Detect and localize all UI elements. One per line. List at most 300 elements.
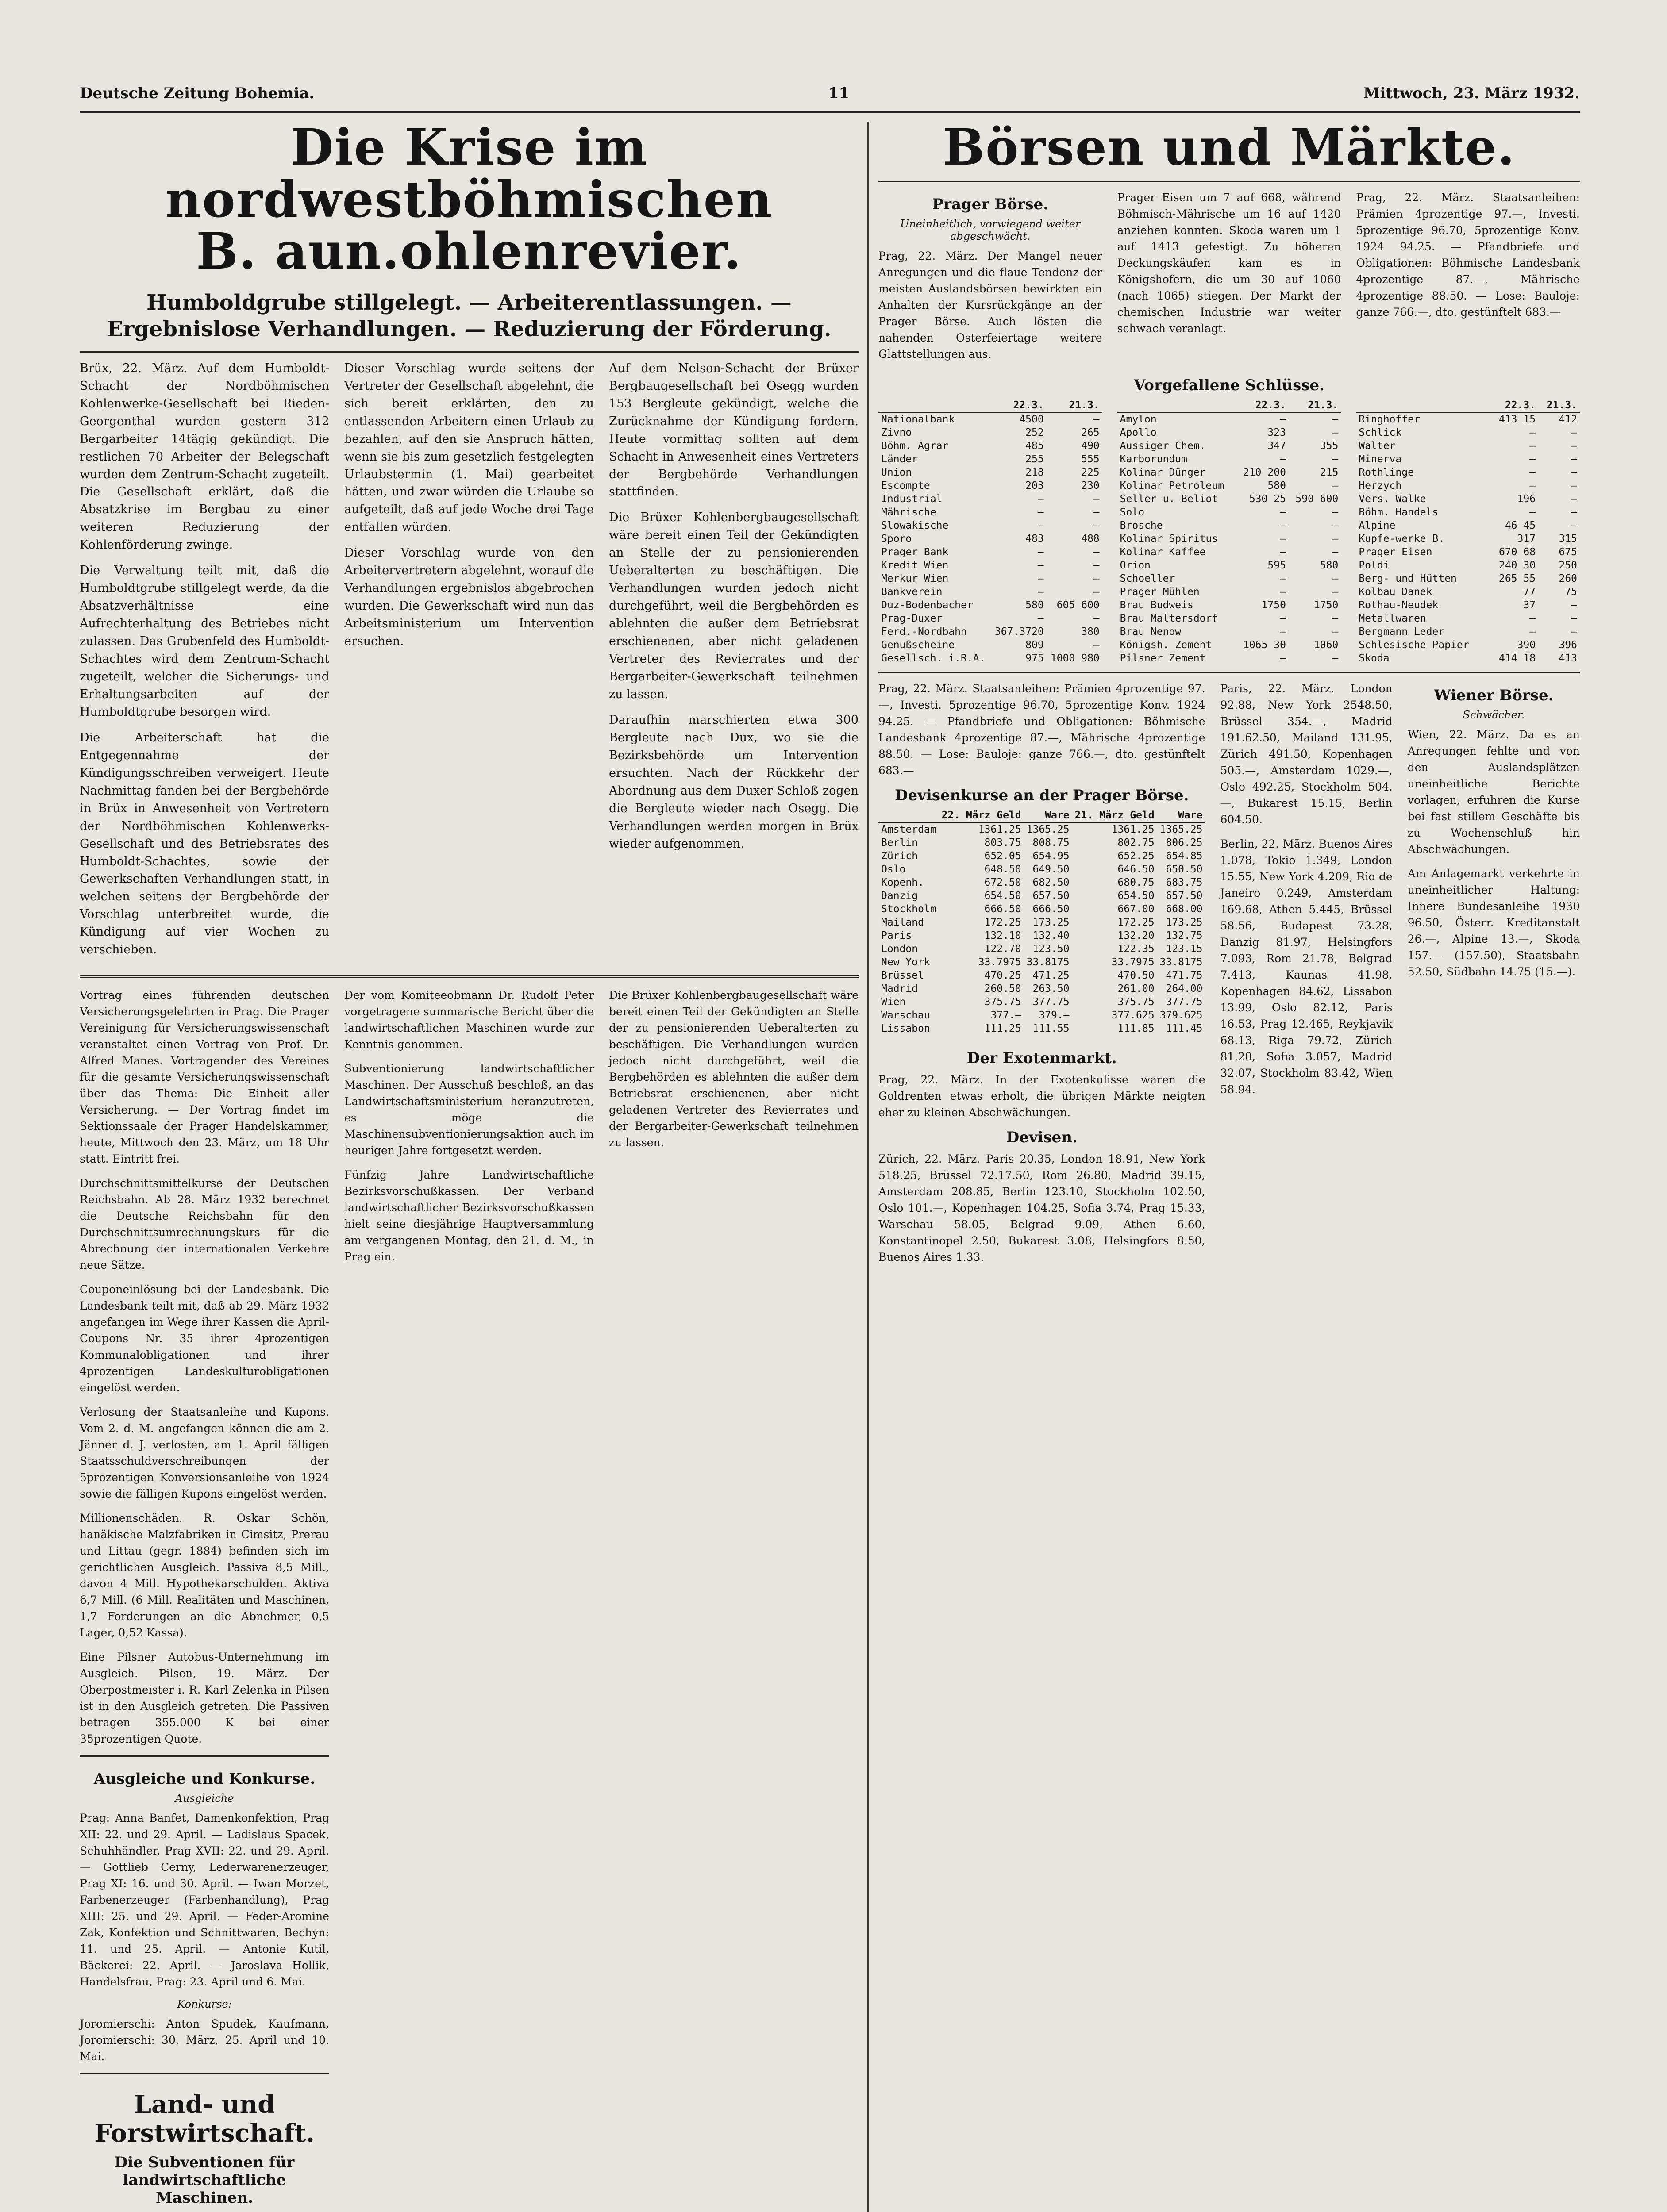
stock-price: — — [1529, 480, 1536, 492]
main-subhead: Humboldgrube stillgelegt. — Arbeiterentlassungen. — Ergebnislose Verhandlungen. — Reduzierung der Förderung. — [107, 290, 832, 342]
rate-value: 377.— — [990, 1009, 1021, 1021]
divider — [878, 672, 1580, 673]
stock-table-heading: Vorgefallene Schlüsse. — [1134, 376, 1324, 394]
agriculture-paragraph: Fünfzig Jahre Landwirtschaftliche Bezirksvorschußkassen. Der Verband landwirtschaftlicher Bezirksvorschußkassen hielt seine diesjährige Hauptversammlung am vergangenen Montag, den 21. d. M., in Prag ein. — [344, 1168, 594, 1263]
stock-price: 580 — [1320, 559, 1339, 571]
stock-price: — — [1529, 466, 1536, 478]
rate-value: 646.50 — [1117, 863, 1155, 875]
stock-name: Brau Nenow — [1120, 626, 1182, 637]
stock-name: Berg- und Hütten — [1359, 572, 1457, 584]
rate-value: 657.50 — [1166, 890, 1203, 902]
rate-value: 683.75 — [1166, 876, 1203, 888]
currency-place: New York — [881, 956, 930, 968]
rate-value: 260.50 — [984, 983, 1021, 995]
stock-name: Metallwaren — [1359, 612, 1426, 624]
rate-value: 261.00 — [1117, 983, 1155, 995]
stock-name: Sporo — [881, 533, 912, 545]
stock-price: 230 — [1081, 480, 1100, 492]
rate-value: 650.50 — [1166, 863, 1203, 875]
rate-value: 470.25 — [984, 969, 1021, 981]
rate-value: 667.00 — [1117, 903, 1155, 915]
currency-place: Berlin — [881, 837, 918, 849]
stock-price: 75 — [1565, 586, 1577, 598]
stock-name: Mährische — [881, 506, 936, 518]
paper-name: Deutsche Zeitung Bohemia. — [80, 84, 315, 102]
rate-value: 649.50 — [1032, 863, 1070, 875]
stock-row — [1356, 506, 1580, 519]
stock-row — [1356, 625, 1580, 638]
devisen-row — [878, 902, 1205, 916]
right-section — [878, 119, 1580, 1273]
rate-value: 654.50 — [984, 890, 1021, 902]
stock-price: 396 — [1559, 639, 1577, 651]
stock-name: Apollo — [1120, 426, 1157, 438]
market-note: Prag, 22. März. Staatsanleihen: Prämien 4prozentige 97.—, Investi. 5prozentige 96.70, 5prozentige Konv. 1924 94.25. — Pfandbriefe und Obligationen: Böhmische Landesbank 4prozentige 87.—, Mährische 4prozentige 88.50. — Lose: Bauloje: ganze 766.—, dto. gestünftelt 683.— — [878, 682, 1205, 777]
stock-price: 317 — [1517, 533, 1536, 545]
stock-name: Zivno — [881, 426, 912, 438]
stock-price: — — [1571, 519, 1577, 531]
rate-value: 33.8175 — [1159, 956, 1203, 968]
stock-name: Herzych — [1359, 480, 1402, 492]
stock-row — [1356, 638, 1580, 652]
stock-row — [1356, 612, 1580, 625]
rate-value: 122.70 — [984, 943, 1021, 955]
stock-row — [1356, 453, 1580, 466]
rate-value: 803.75 — [984, 837, 1021, 849]
stock-price: 240 30 — [1498, 559, 1536, 571]
stock-row — [1356, 492, 1580, 506]
rate-value: 375.75 — [984, 996, 1021, 1008]
stock-price: — — [1332, 519, 1339, 531]
devisen-row — [878, 956, 1205, 969]
stock-row — [1117, 652, 1341, 665]
stock-price: — — [1332, 572, 1339, 584]
stock-name: Union — [881, 466, 912, 478]
currency-place: Lissabon — [881, 1022, 930, 1034]
rate-value: 666.50 — [984, 903, 1021, 915]
stock-price: — — [1332, 453, 1339, 465]
stock-row — [878, 412, 1102, 426]
rate-value: 652.25 — [1117, 850, 1155, 862]
stock-row — [878, 479, 1102, 492]
rate-value: 173.25 — [1166, 916, 1203, 928]
stock-price: 975 — [1025, 652, 1044, 664]
stock-row — [878, 466, 1102, 479]
agriculture-heading: Land- und Forstwirtschaft. — [94, 2090, 315, 2148]
rate-value: 379.— — [1039, 1009, 1070, 1021]
stock-price: — — [1332, 586, 1339, 598]
article-paragraph: Die Verwaltung teilt mit, daß die Humboldtgrube stillgelegt werde, da die Absatzverhältnisse eine Aufrechterhaltung des Betriebes nicht zulassen. Das Grubenfeld des Humboldt-Schachtes wird dem Zentrum-Schacht zugeteilt, welcher die Sicherungs- und Erhaltungsarbeiten auf der Humboldtgrube besorgen wird. — [80, 564, 329, 719]
stock-price: — — [1280, 626, 1286, 637]
currency-place: Madrid — [881, 983, 918, 995]
rate-value: 668.00 — [1166, 903, 1203, 915]
stock-price: — — [1529, 453, 1536, 465]
stock-row — [878, 599, 1102, 612]
stock-name: Poldi — [1359, 559, 1390, 571]
rate-value: 132.10 — [984, 929, 1021, 941]
currency-place: Mailand — [881, 916, 924, 928]
stock-row — [1117, 519, 1341, 532]
stock-tables — [878, 399, 1580, 665]
stock-price: 1750 — [1261, 599, 1286, 611]
stock-name: Rothau-Neudek — [1359, 599, 1439, 611]
devisen-row — [878, 969, 1205, 982]
rate-value: 33.7975 — [978, 956, 1021, 968]
konkurse-subheading: Konkurse: — [177, 1998, 232, 2011]
rate-value: 132.40 — [1032, 929, 1070, 941]
stock-price: 1750 — [1313, 599, 1339, 611]
devisen-row — [878, 942, 1205, 956]
devisen-row — [878, 849, 1205, 863]
devisen-row — [878, 863, 1205, 876]
stock-row — [1356, 559, 1580, 572]
market-paragraph: Prager Eisen um 7 auf 668, während Böhmisch-Mährische um 16 auf 1420 anziehen konnten. Skoda waren um 1 auf 1413 gefestigt. Zu höheren Deckungskäufen kam es in Königshofern, die um 30 auf 1060 (nach 1065) stiegen. Der Markt der chemischen Industrie war weiter schwach veranlagt. — [1117, 191, 1341, 335]
stock-price: 4500 — [1019, 413, 1044, 425]
news-note: Verlosung der Staatsanleihe und Kupons. Vom 2. d. M. angefangen können die am 2. Jänner d. J. verlosten, am 1. April fälligen Staatsschuldverschreibungen der 5prozentigen Konversionsanleihe von 1924 sowie die fälligen Kupons eingelöst werden. — [80, 1406, 329, 1501]
prager-boerse-tagline: Uneinheitlich, vorwiegend weiter abgeschwächt. — [900, 217, 1081, 242]
stock-price: — — [1093, 612, 1100, 624]
rate-value: 654.85 — [1166, 850, 1203, 862]
news-note: Millionenschäden. R. Oskar Schön, hanäkische Malzfabriken in Cimsitz, Prerau und Littau (gegr. 1884) befinden sich im gerichtlichen Ausgleich. Passiva 8,5 Mill., davon 4 Mill. Hypothekarschulden. Aktiva 6,7 Mill. (6 Mill. Realitäten und Maschinen, 1,7 Forderungen an die Abnehmer, 0,5 Lager, 0,52 Kassa). — [80, 1512, 329, 1640]
news-note: Durchschnittsmittelkurse der Deutschen Reichsbahn. Ab 28. März 1932 berechnet die Deutsche Reichsbahn für den Durchschnittsumrechnungskurs für die Abrechnung der internationalen Verkehre neue Sätze. — [80, 1177, 329, 1272]
stock-name: Slowakische — [881, 519, 949, 531]
rate-value: 666.50 — [1032, 903, 1070, 915]
rate-value: 648.50 — [984, 863, 1021, 875]
stock-price: 412 — [1559, 413, 1577, 425]
bankruptcy-text: Prag: Anna Banfet, Damenkonfektion, Prag XII: 22. und 29. April. — Ladislaus Spacek, Schuhhändler, Prag XVII: 22. und 29. April. — Gottlieb Cerny, Lederwarenerzeuger, Prag XI: 16. und 30. April. — Iwan Morzet, Farbenerzeuger (Farbenhandlung), Prag XIII: 25. und 29. April. — Feder-Aromine Zak, Konfektion und Schnittwaren, Bechyn: 11. und 25. April. — Antonie Kutil, Bäckerei: 22. April. — Jaroslava Hollik, Handelsfrau, Prag: 23. April und 6. Mai. — [80, 1812, 329, 1989]
article-paragraph: Auf dem Nelson-Schacht der Brüxer Bergbaugesellschaft bei Osegg wurden 153 Bergleute gekündigt, welche die Zurücknahme der Kündigung fordern. Heute vormittag sollten auf dem Schacht in Anwesenheit eines Vertreters der Bergbehörde Verhandlungen stattfinden. — [609, 361, 859, 499]
stock-name: Minerva — [1359, 453, 1402, 465]
stock-name: Duz-Bodenbacher — [881, 599, 973, 611]
stock-row — [1356, 585, 1580, 599]
stock-name: Kredit Wien — [881, 559, 949, 571]
prager-boerse-heading: Prager Börse. — [932, 195, 1049, 213]
stock-row — [1117, 625, 1341, 638]
devisen-row — [878, 929, 1205, 942]
stock-name: Solo — [1120, 506, 1145, 518]
column-divider — [867, 122, 869, 2212]
stock-price: 355 — [1320, 440, 1339, 452]
stock-price: — — [1529, 440, 1536, 452]
stock-row — [1117, 585, 1341, 599]
rate-value: 654.50 — [1117, 890, 1155, 902]
stock-name: Prag-Duxer — [881, 612, 943, 624]
stock-price: — — [1037, 546, 1044, 558]
news-note: Eine Pilsner Autobus-Unternehmung im Ausgleich. Pilsen, 19. März. Der Oberpostmeister i. R. Karl Zelenka in Pilsen ist in den Ausgleich getreten. Die Passiven betragen 355.000 K bei einer 35prozentigen Quote. — [80, 1651, 329, 1746]
stock-row — [878, 519, 1102, 532]
stock-name: Rothlinge — [1359, 466, 1414, 478]
stock-price: — — [1280, 586, 1286, 598]
stock-price: — — [1529, 426, 1536, 438]
stock-row — [878, 545, 1102, 559]
rate-value: 470.50 — [1117, 969, 1155, 981]
stock-row — [878, 506, 1102, 519]
stock-row — [878, 492, 1102, 506]
stock-price: — — [1037, 586, 1044, 598]
wiener-boerse-tagline: Schwächer. — [1463, 708, 1525, 721]
stock-row — [878, 652, 1102, 665]
stock-name: Gesellsch. i.R.A. — [881, 652, 986, 664]
stock-price: 1060 — [1313, 639, 1339, 651]
stock-price: — — [1280, 572, 1286, 584]
rate-value: 657.50 — [1032, 890, 1070, 902]
stock-name: Kolinar Petroleum — [1120, 480, 1224, 492]
stock-name: Brosche — [1120, 519, 1163, 531]
stock-price: 218 — [1025, 466, 1044, 478]
stock-row — [1117, 572, 1341, 585]
stock-name: Böhm. Handels — [1359, 506, 1439, 518]
stock-price: 809 — [1025, 639, 1044, 651]
stock-price: 255 — [1025, 453, 1044, 465]
stock-price: — — [1332, 612, 1339, 624]
stock-price: — — [1280, 652, 1286, 664]
devisen-col-header: 21. März Geld — [1072, 809, 1157, 822]
stock-price: 380 — [1081, 626, 1100, 637]
rate-value: 111.25 — [984, 1022, 1021, 1034]
stock-price: 530 25 — [1249, 493, 1286, 505]
stock-price: — — [1332, 506, 1339, 518]
stock-col-header: 22.3. — [1490, 399, 1538, 412]
stock-price: — — [1093, 586, 1100, 598]
stock-row — [1356, 426, 1580, 439]
stock-price: — — [1037, 572, 1044, 584]
devisen-heading: Devisen. — [1006, 1128, 1078, 1146]
stock-name: Königsh. Zement — [1120, 639, 1212, 651]
rate-value: 802.75 — [1117, 837, 1155, 849]
divider — [878, 181, 1580, 182]
stock-name: Kolinar Kaffee — [1120, 546, 1206, 558]
stock-name: Brau Budweis — [1120, 599, 1193, 611]
stock-name: Orion — [1120, 559, 1151, 571]
currency-place: Zürich — [881, 850, 918, 862]
stock-name: Schoeller — [1120, 572, 1175, 584]
stock-row — [1117, 426, 1341, 439]
rate-value: 672.50 — [984, 876, 1021, 888]
devisen-col-header: Ware — [1024, 809, 1072, 822]
stock-name: Bergmann Leder — [1359, 626, 1445, 637]
devisen-col-header: Ware — [1157, 809, 1205, 822]
stock-name: Merkur Wien — [881, 572, 949, 584]
stock-row — [878, 559, 1102, 572]
stock-price: — — [1093, 559, 1100, 571]
stock-name: Aussiger Chem. — [1120, 440, 1206, 452]
currency-place: London — [881, 943, 918, 955]
stock-price: — — [1332, 626, 1339, 637]
rate-value: 111.45 — [1166, 1022, 1203, 1034]
stock-price: 215 — [1320, 466, 1339, 478]
currency-place: Warschau — [881, 1009, 930, 1021]
devisen-text: Zürich, 22. März. Paris 20.35, London 18.91, New York 518.25, Brüssel 72.17.50, Rom 26.80, Madrid 39.15, Amsterdam 208.85, Berlin 123.10, Stockholm 102.50, Oslo 101.—, Kopenhagen 104.25, Sofia 3.74, Prag 15.33, Warschau 58.05, Belgrad 9.09, Athen 6.60, Konstantinopel 2.50, Bukarest 3.08, Helsingfors 8.50, Buenos Aires 1.33. — [878, 1152, 1205, 1263]
stock-col-header: 22.3. — [1236, 399, 1289, 412]
stock-name: Kolinar Spiritus — [1120, 533, 1218, 545]
stock-name: Schlesische Papier — [1359, 639, 1469, 651]
rate-value: 377.625 — [1111, 1009, 1155, 1021]
stock-row — [1356, 466, 1580, 479]
stock-row — [1356, 439, 1580, 453]
agriculture-paragraph: Subventionierung landwirtschaftlicher Maschinen. Der Ausschuß beschloß, an das Landwirtschaftsministerium heranzutreten, es möge die Maschinensubventionierungsaktion auch im heurigen Jahre fortgesetzt werden. — [344, 1062, 594, 1157]
stock-name: Prager Bank — [881, 546, 949, 558]
stock-name: Bankverein — [881, 586, 943, 598]
currency-place: Amsterdam — [881, 823, 936, 835]
rate-value: 471.25 — [1032, 969, 1070, 981]
stock-row — [1117, 599, 1341, 612]
masthead — [80, 82, 1580, 113]
stock-name: Kolbau Danek — [1359, 586, 1432, 598]
market-note: Prag, 22. März. Staatsanleihen: Prämien 4prozentige 97.—, Investi. 5prozentige 96.70, 5prozentige Konv. 1924 94.25. — Pfandbriefe und Obligationen: Böhmische Landesbank 4prozentige 87.—, Mährische 4prozentige 88.50. — Lose: Bauloje: ganze 766.—, dto. gestünftelt 683.— — [1356, 191, 1580, 319]
article-paragraph: Dieser Vorschlag wurde seitens der Vertreter der Gesellschaft abgelehnt, die sich bereit erklärten, den zu entlassenden Arbeitern einen Urlaub zu bezahlen, auf den sie Anspruch hätten, wenn sie bis zum gesetzlich festgelegten Urlaubstermin (1. Mai) gearbeitet hätten, und zwar würden die Urlaube so aufgeteilt, daß auf jede Woche drei Tage entfallen würden. — [344, 361, 594, 534]
stock-row — [1117, 532, 1341, 545]
konkurse-text: Joromierschi: Anton Spudek, Kaufmann, Joromierschi: 30. März, 25. April und 10. Mai. — [80, 2017, 329, 2063]
stock-table-c — [1356, 399, 1580, 665]
stock-price: — — [1280, 519, 1286, 531]
stock-col-header: 21.3. — [1289, 399, 1341, 412]
stock-row — [1117, 559, 1341, 572]
rate-value: 377.75 — [1166, 996, 1203, 1008]
stock-price: 488 — [1081, 533, 1100, 545]
stock-price: — — [1093, 493, 1100, 505]
stock-price: 210 200 — [1243, 466, 1286, 478]
rate-value: 132.20 — [1117, 929, 1155, 941]
rate-value: 806.25 — [1166, 837, 1203, 849]
devisen-row — [878, 836, 1205, 849]
bankruptcy-subheading: Ausgleiche — [175, 1792, 234, 1805]
stock-row — [878, 532, 1102, 545]
article-paragraph: Dieser Vorschlag wurde von den Arbeitervertretern abgelehnt, worauf die Verhandlungen ergebnislos abgebrochen wurden. Die Gewerkschaft wird nun das Arbeitsministerium um Intervention ersuchen. — [344, 546, 594, 649]
stock-name: Alpine — [1359, 519, 1396, 531]
stock-price: 252 — [1025, 426, 1044, 438]
stock-price: — — [1571, 506, 1577, 518]
stock-price: 250 — [1559, 559, 1577, 571]
stock-row — [878, 453, 1102, 466]
stock-row — [1117, 506, 1341, 519]
wiener-boerse-heading: Wiener Börse. — [1434, 686, 1554, 704]
prager-boerse — [878, 189, 1580, 370]
devisen-col-header — [878, 809, 939, 822]
stock-price: 367.3720 — [994, 626, 1044, 637]
stock-price: — — [1571, 612, 1577, 624]
stock-price: — — [1037, 506, 1044, 518]
stock-price: 413 15 — [1498, 413, 1536, 425]
rate-value: 263.50 — [1032, 983, 1070, 995]
devisen-row — [878, 916, 1205, 929]
lead-article — [80, 360, 859, 967]
stock-price: 390 — [1517, 639, 1536, 651]
currency-place: Brüssel — [881, 969, 924, 981]
stock-price: — — [1037, 559, 1044, 571]
stock-name: Walter — [1359, 440, 1396, 452]
devisen-table — [878, 809, 1205, 1035]
currency-place: Oslo — [881, 863, 906, 875]
rate-value: 173.25 — [1032, 916, 1070, 928]
article-paragraph: Die Brüxer Kohlenbergbaugesellschaft wäre bereit einen Teil der Gekündigten an Stelle der zu pensionierenden Ueberalterten zu beschäftigen. Die Verhandlungen wurden jedoch nicht durchgeführt, weil die Bergbehörden es ablehnten die außer dem Betriebsrat erschienenen, aber nicht geladenen Vertreter des Revierrates und der Bergarbeiter-Gewerkschaft teilnehmen zu lassen. — [609, 989, 859, 1149]
stock-price: 555 — [1081, 453, 1100, 465]
stock-price: 413 — [1559, 652, 1577, 664]
stock-row — [1117, 453, 1341, 466]
stock-price: 323 — [1267, 426, 1286, 438]
rate-value: 172.25 — [984, 916, 1021, 928]
rate-value: 172.25 — [1117, 916, 1155, 928]
stock-price: — — [1280, 546, 1286, 558]
agriculture-subheading: Die Subventionen für landwirtschaftliche Maschinen. — [114, 2154, 295, 2207]
left-section — [80, 119, 859, 2212]
stock-price: 590 600 — [1295, 493, 1339, 505]
stock-name: Seller u. Beliot — [1120, 493, 1218, 505]
devisen-row — [878, 822, 1205, 836]
stock-name: Vers. Walke — [1359, 493, 1426, 505]
stock-price: 203 — [1025, 480, 1044, 492]
stock-price: 225 — [1081, 466, 1100, 478]
stock-row — [878, 625, 1102, 638]
stock-name: Prager Eisen — [1359, 546, 1432, 558]
stock-price: 483 — [1025, 533, 1044, 545]
stock-price: 265 — [1081, 426, 1100, 438]
stock-name: Pilsner Zement — [1120, 652, 1206, 664]
stock-price: — — [1332, 652, 1339, 664]
stock-col-header: 21.3. — [1047, 399, 1102, 412]
stock-row — [878, 612, 1102, 625]
stock-price: — — [1332, 533, 1339, 545]
stock-row — [1117, 612, 1341, 625]
stock-row — [1117, 492, 1341, 506]
issue-date: Mittwoch, 23. März 1932. — [1363, 84, 1580, 102]
stock-price: 1000 980 — [1050, 652, 1100, 664]
rate-value: 111.55 — [1032, 1022, 1070, 1034]
stock-price: 347 — [1267, 440, 1286, 452]
rate-value: 1361.25 — [1111, 823, 1155, 835]
stock-price: 490 — [1081, 440, 1100, 452]
devisen-row — [878, 876, 1205, 889]
stock-name: Ferd.-Nordbahn — [881, 626, 967, 637]
rate-value: 132.75 — [1166, 929, 1203, 941]
currency-place: Paris — [881, 929, 912, 941]
markets-headline: Börsen und Märkte. — [943, 119, 1516, 177]
stock-table-b — [1117, 399, 1341, 665]
page-number: 11 — [828, 84, 850, 102]
devisen-col-header: 22. März Geld — [939, 809, 1024, 822]
rate-value: 122.35 — [1117, 943, 1155, 955]
stock-row — [1356, 519, 1580, 532]
stock-col-header: 21.3. — [1538, 399, 1580, 412]
stock-name: Länder — [881, 453, 918, 465]
article-paragraph: Die Brüxer Kohlenbergbaugesellschaft wäre bereit einen Teil der Gekündigten an Stelle der zu pensionierenden Ueberalterten zu beschäftigen. Die Verhandlungen wurden jedoch nicht durchgeführt, weil die Bergbehörden es ablehnten die außer dem Betriebsrat erschienenen, aber nicht geladenen Vertreter des Revierrates und der Bergarbeiter-Gewerkschaft teilnehmen zu lassen. — [609, 511, 859, 701]
stock-row — [1356, 572, 1580, 585]
rate-value: 375.75 — [1117, 996, 1155, 1008]
stock-price: 485 — [1025, 440, 1044, 452]
rate-value: 111.85 — [1117, 1022, 1155, 1034]
stock-name: Kolinar Dünger — [1120, 466, 1206, 478]
stock-price: 260 — [1559, 572, 1577, 584]
stock-name: Schlick — [1359, 426, 1402, 438]
stock-col-header — [1356, 399, 1490, 412]
stock-price: — — [1571, 626, 1577, 637]
stock-name: Genußscheine — [881, 639, 955, 651]
stock-price: 196 — [1517, 493, 1536, 505]
exoten-heading: Der Exotenmarkt. — [966, 1049, 1117, 1067]
stock-row — [1356, 532, 1580, 545]
stock-price: — — [1037, 612, 1044, 624]
stock-name: Skoda — [1359, 652, 1390, 664]
stock-price: 37 — [1523, 599, 1536, 611]
stock-price: — — [1093, 572, 1100, 584]
currency-place: Danzig — [881, 890, 918, 902]
stock-col-header — [1117, 399, 1236, 412]
bankruptcy-heading: Ausgleiche und Konkurse. — [93, 1770, 316, 1788]
devisen-row — [878, 889, 1205, 902]
currency-place: Wien — [881, 996, 906, 1008]
main-headline-line-1: Die Krise im nordwestböhmischen — [165, 119, 773, 229]
stock-price: — — [1280, 413, 1286, 425]
stock-price: 675 — [1559, 546, 1577, 558]
